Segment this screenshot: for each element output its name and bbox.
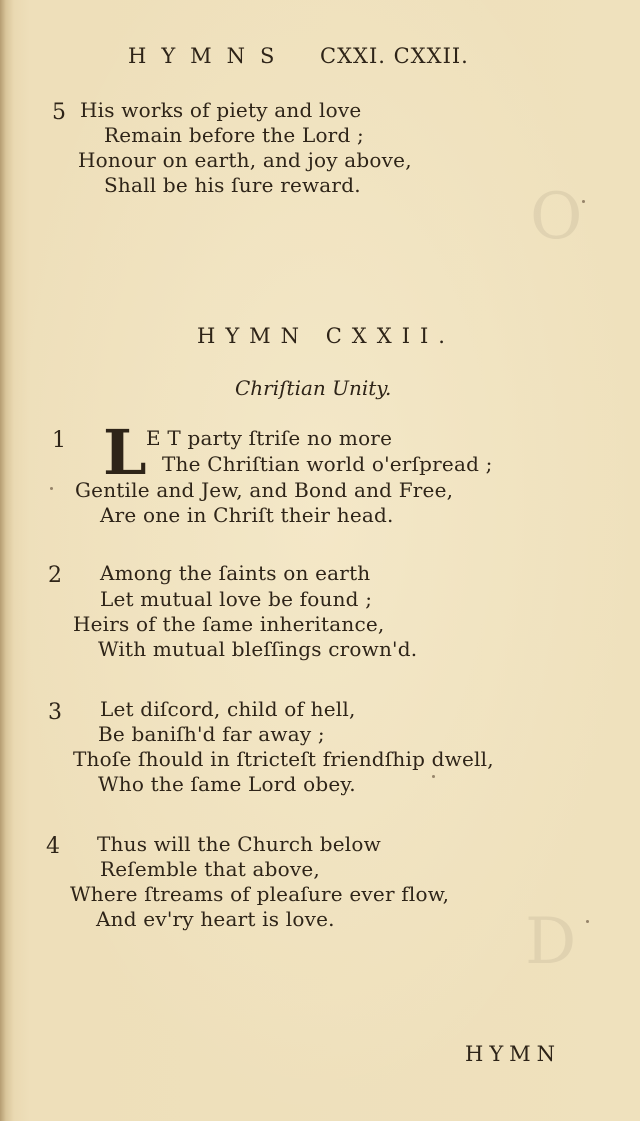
verse-line: Thus will the Church below [97,832,381,856]
paper-speck [50,487,53,490]
verse-number: 5 [52,100,66,125]
verse-line: Among the ſaints on earth [100,561,371,585]
verse-number: 2 [48,563,62,588]
verse-number: 4 [46,834,60,859]
verse-line: Gentile and Jew, and Bond and Free, [75,478,454,502]
verse-line: Who the ſame Lord obey. [98,772,356,796]
header-numbers: CXXI. CXXII. [320,44,469,68]
verse-line: Heirs of the ſame inheritance, [73,612,385,636]
verse-line: E T party ſtriſe no more [146,426,393,450]
paper-speck [432,775,435,778]
paper-speck [586,920,589,923]
verse-line: With mutual bleſſings crown'd. [98,637,418,661]
paper-speck [582,200,585,203]
verse-line: Be baniſh'd far away ; [98,722,325,746]
verse-line: Are one in Chriſt their head. [100,503,394,527]
drop-capital: L [103,416,147,489]
bleed-through-mark: D [525,905,577,979]
verse-line: Where ſtreams of pleaſure ever flow, [70,882,450,906]
verse-line: And ev'ry heart is love. [96,907,335,931]
verse-number: 1 [52,428,66,453]
hymn-subtitle: Chriſtian Unity. [235,376,392,400]
hymn-title: HYMN CXXII. [197,324,455,348]
verse-line: Let diſcord, child of hell, [100,697,356,721]
verse-line: Shall be his ſure reward. [104,173,361,197]
bleed-through-mark: O [530,180,583,254]
verse-line: His works of piety and love [80,98,362,122]
verse-line: Remain before the Lord ; [104,123,364,147]
verse-line: Let mutual love be found ; [100,587,373,611]
verse-number: 3 [48,700,62,725]
verse-line: Honour on earth, and joy above, [78,148,412,172]
verse-line: Reſemble that above, [100,857,320,881]
catchword: HYMN [465,1042,562,1066]
header-keyword: HYMNS [128,44,290,68]
verse-line: The Chriſtian world o'erſpread ; [162,452,493,476]
verse-line: Thoſe ſhould in ſtricteſt friendſhip dwell, [73,747,494,771]
